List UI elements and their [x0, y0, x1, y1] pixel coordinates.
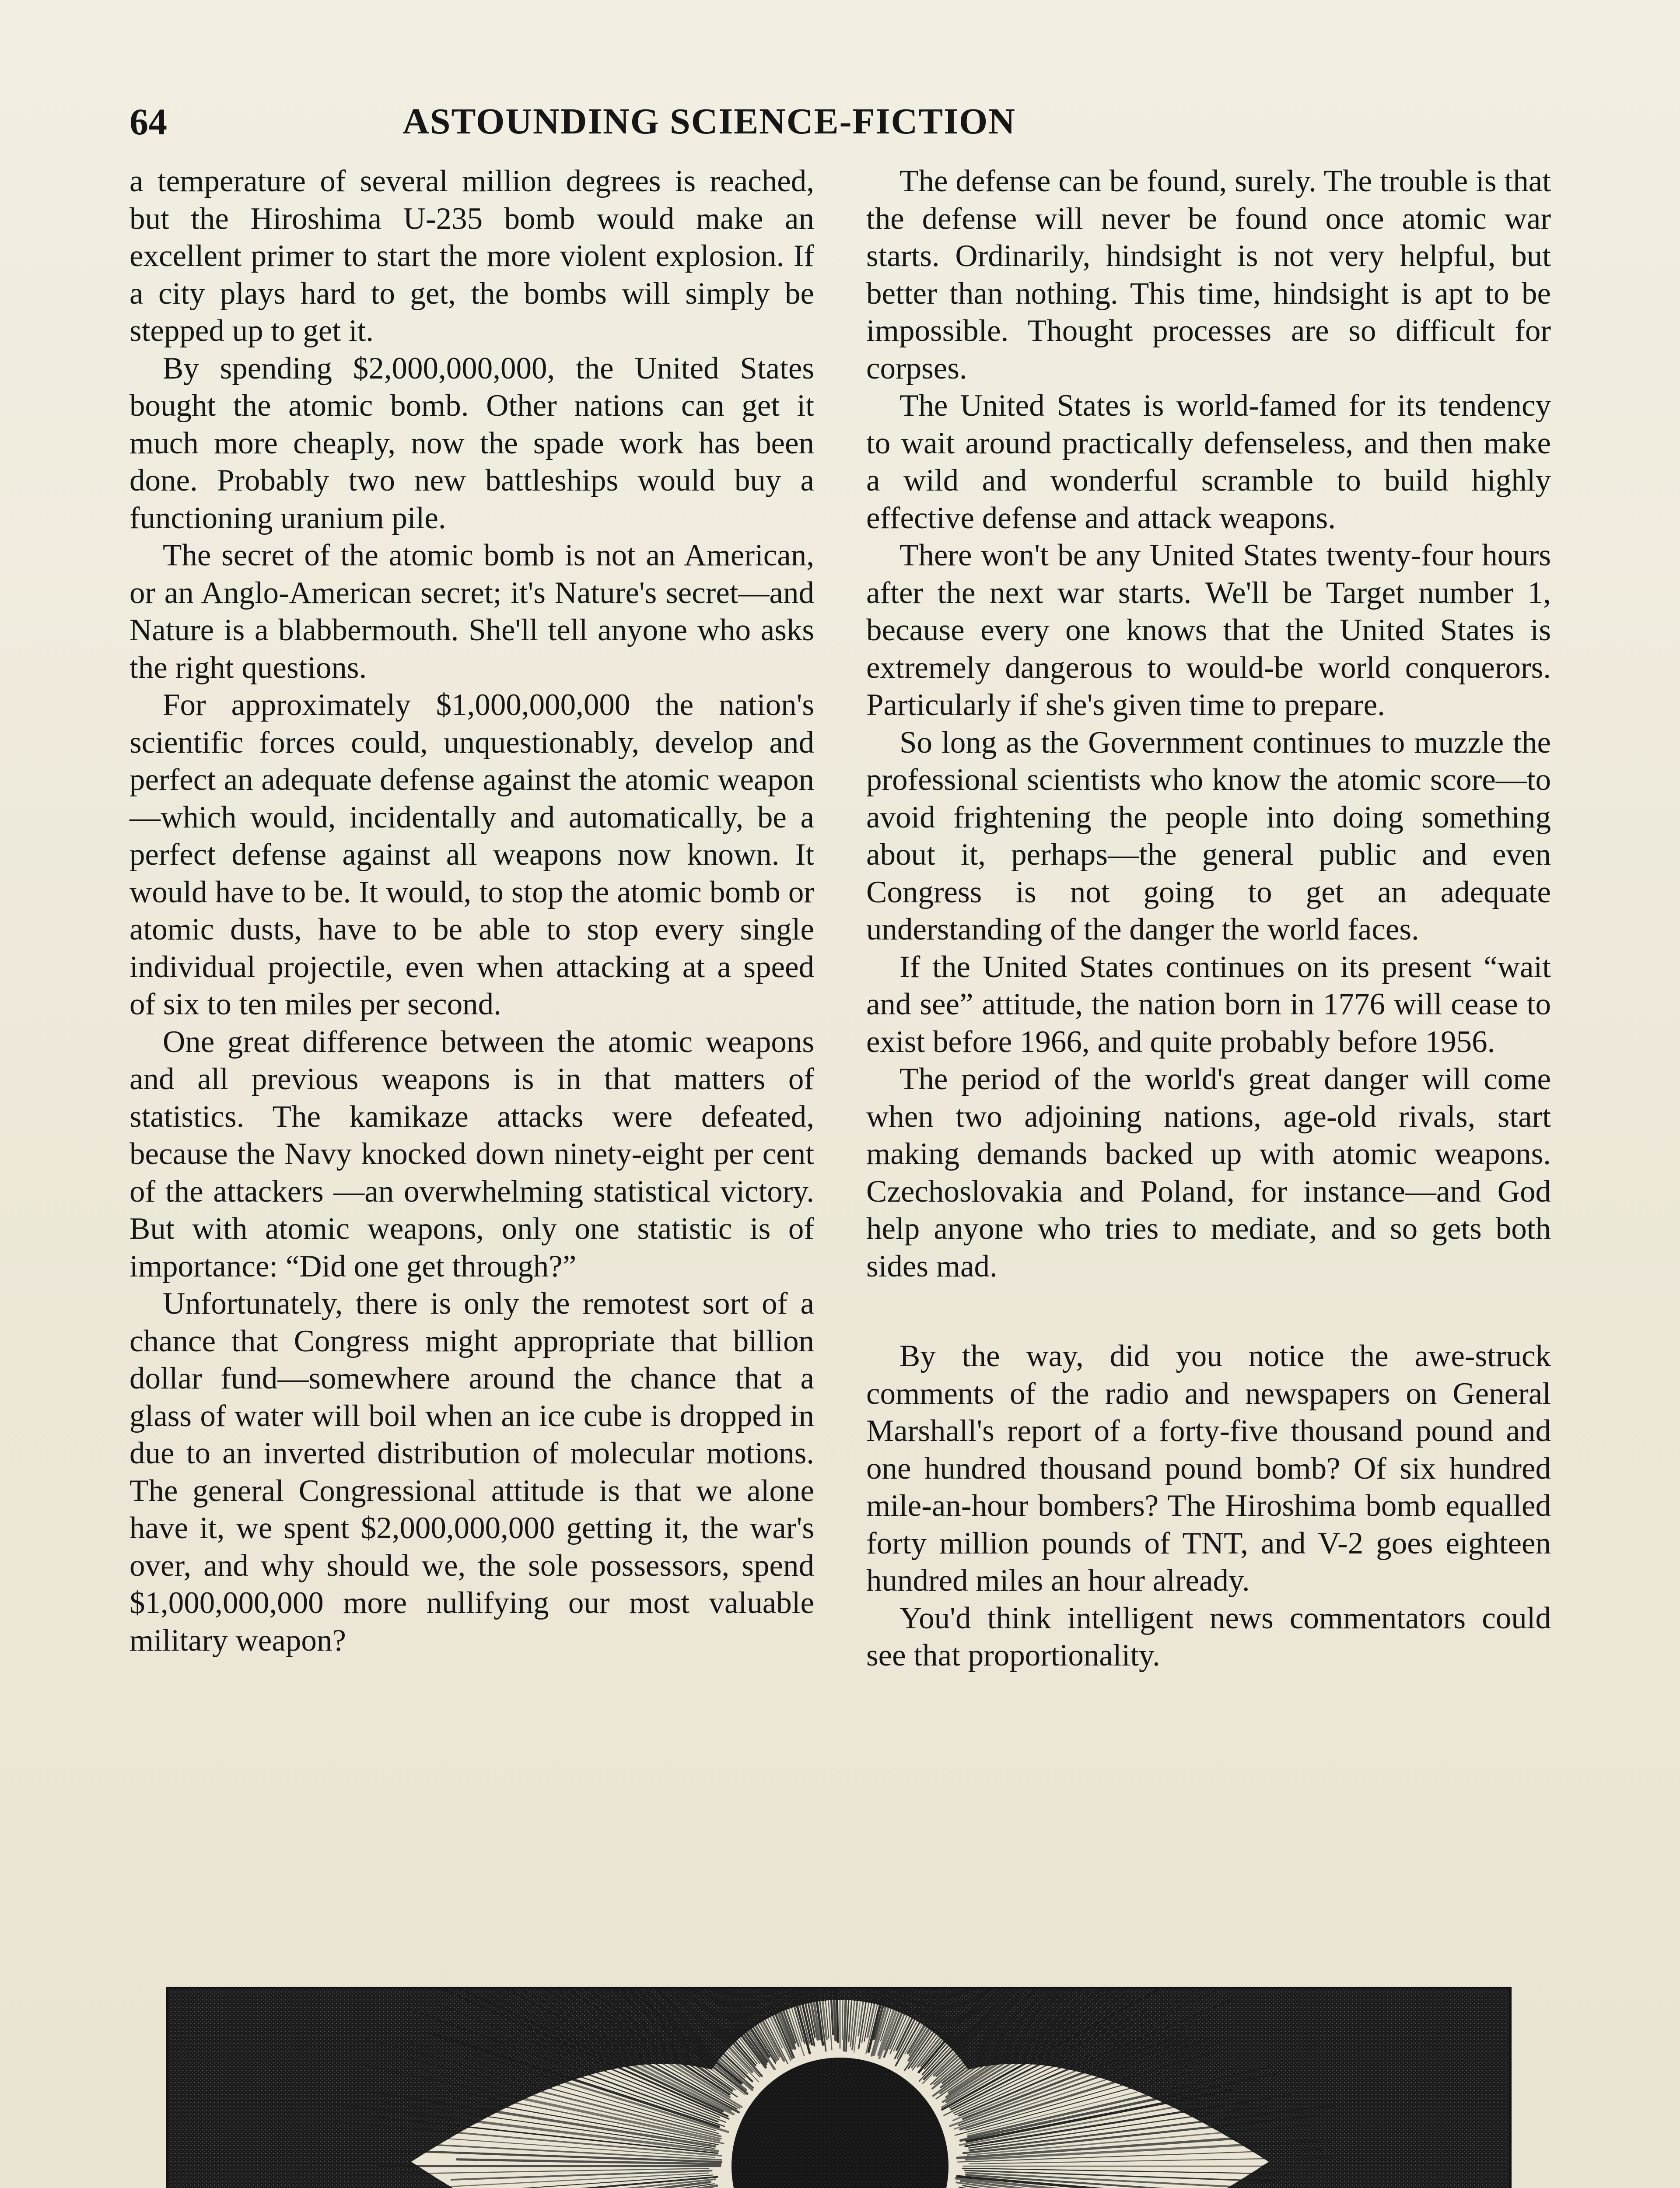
paragraph: The United States is world-famed for its tendency to wait around practically defenseless, and then make a wild and wonderful scramble to build highly effective defense and attack weapons.	[866, 389, 1551, 535]
paragraph: The defense can be found, surely. The trouble is that the defense will never be found once atomic war starts. Ordinarily, hindsight is not very helpful, but better than nothing. This time, hindsight is apt to be impossible. Thought processes are so difficult for corpses.	[866, 164, 1551, 386]
paragraph: By spending $2,000,000,000, the United States bought the atomic bomb. Other nations can get it much more cheaply, now the spade work has been done. Probably two new battleships would buy a functioning uranium pile.	[130, 351, 814, 535]
paragraph: You'd think intelligent news commentators could see that proportionality.	[866, 1601, 1551, 1673]
page-number: 64	[130, 101, 167, 143]
paragraph: a temperature of several million degrees is reached, but the Hiroshima U-235 bomb would make an excellent primer to start the more violent explosion. If a city plays hard to get, the bombs will simply be stepped up to get it.	[130, 164, 814, 348]
running-title: ASTOUNDING SCIENCE-FICTION	[402, 101, 1016, 142]
right-column	[866, 163, 1551, 1675]
paragraph: The secret of the atomic bomb is not an American, or an Anglo-American secret; it's Nature's secret—and Nature is a blabbermouth. She'll tell anyone who asks the right questions.	[130, 538, 814, 685]
paragraph: If the United States continues on its present “wait and see” attitude, the nation born in 1776 will cease to exist before 1966, and quite probably before 1956.	[866, 950, 1551, 1059]
paragraph: One great difference between the atomic weapons and all previous weapons is in that matters of statistics. The kamikaze attacks were defeated, because the Navy knocked down ninety-eight per cent of the attackers —an overwhelming statistical victory. But with atomic weapons, only one statistic is of importance: “Did one get through?”	[130, 1024, 814, 1283]
paragraph: The period of the world's great danger will come when two adjoining nations, age-old rivals, start making demands backed up with atomic weapons. Czechoslovakia and Poland, for instance—and God help anyone who tries to mediate, and so gets both sides mad.	[866, 1062, 1551, 1283]
paragraph: There won't be any United States twenty-four hours after the next war starts. We'll be Target number 1, because every one knows that the United States is extremely dangerous to would-be world conquerors. Particularly if she's given time to prepare.	[866, 538, 1551, 722]
paragraph: So long as the Government continues to muzzle the professional scientists who know the atomic score—to avoid frightening the people into doing something about it, perhaps—the general public and even Congress is not going to get an adequate understanding of the danger the world faces.	[866, 725, 1551, 947]
section-break	[866, 1285, 1551, 1338]
page-header	[130, 95, 1197, 148]
paragraph: Unfortunately, there is only the remotest sort of a chance that Congress might appropriate that billion dollar fund—somewhere around the chance that a glass of water will boil when an ice cube is dropped in due to an inverted distribution of molecular motions. The general Congressional attitude is that we alone have it, we spent $2,000,000,000 getting it, the war's over, and why should we, the sole possessors, spend $1,000,000,000 more nullifying our most valuable military weapon?	[130, 1287, 814, 1658]
paragraph: By the way, did you notice the awe-struck comments of the radio and newspapers on General Marshall's report of a forty-five thousand pound and one hundred thousand pound bomb? Of six hundred mile-an-hour bombers? The Hiroshima bomb equalled forty million pounds of TNT, and V-2 goes eighteen hundred miles an hour already.	[866, 1339, 1551, 1598]
eclipse-sunburst-icon	[166, 1987, 1512, 2188]
left-column	[130, 163, 814, 1659]
paragraph: For approximately $1,000,000,000 the nation's scientific forces could, unquestionably, develop and perfect an adequate defense against the atomic weapon—which would, incidentally and automatically, be a perfect defense against all weapons now known. It would have to be. It would, to stop the atomic bomb or atomic dusts, have to be able to stop every single individual projectile, even when attacking at a speed of six to ten miles per second.	[130, 688, 814, 1021]
